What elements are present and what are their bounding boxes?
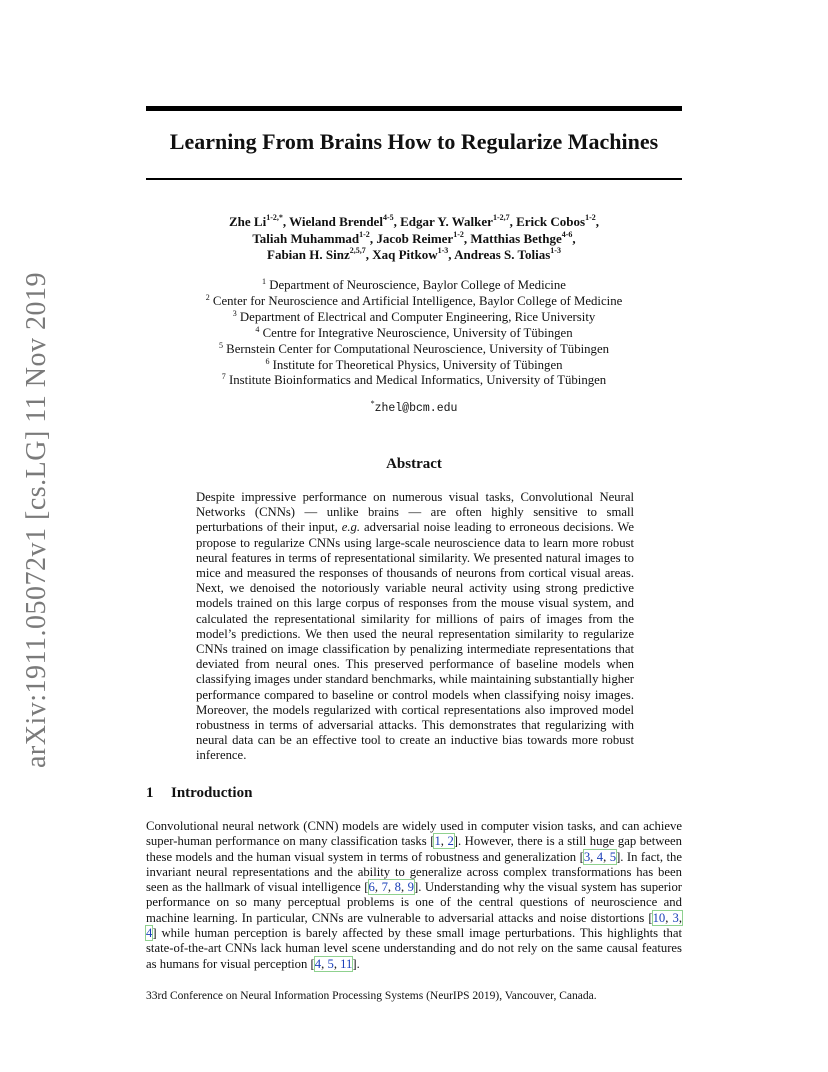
citation-link[interactable]: 5 — [609, 849, 617, 864]
author-affiliation-marker: 1-3 — [550, 246, 561, 255]
citation-link[interactable]: 10 — [652, 910, 666, 925]
author-affiliation-marker: 1-3 — [437, 246, 449, 255]
intro-text: ] while human perception is barely affected by these small image perturbations. This highlights that state-of-the-art CNNs lack human level scene understanding and do not rely on the same causal features as humans for visual perception [ — [146, 926, 682, 971]
citation-link[interactable]: 2 — [447, 834, 454, 849]
citation-link[interactable]: 6 — [368, 880, 375, 895]
abstract-text — [196, 490, 634, 764]
intro-text: ]. However, there is a still huge gap between these models and the human visual system in terms of robustness and generalization [ — [146, 834, 683, 864]
title-bottom-rule — [146, 178, 682, 180]
affiliation-line — [146, 373, 682, 389]
affiliation-number: 4 — [255, 324, 260, 334]
citation-link[interactable]: 7 — [381, 880, 388, 895]
author-name: Andreas S. Tolias — [454, 247, 551, 262]
introduction-paragraph — [146, 819, 682, 972]
citation-group — [315, 957, 353, 971]
citation-link[interactable]: 3 — [583, 849, 591, 864]
citation-link[interactable]: 9 — [407, 880, 414, 895]
affiliation-number: 2 — [205, 292, 210, 302]
abstract-text-part: adversarial noise leading to erroneous decisions. We propose to regularize CNNs using large-scale neuroscience data to learn more robust neural features in terms of representational similarity. We presented natural images to mice and measured the responses of thousands of neurons from cortical visual areas. Next, we denoised the notoriously variable neural activity using strong predictive models trained on this large corpus of responses from the mouse visual system, and calculated the representational similarity for millions of pairs of images from the model’s predictions. We then used the neural representation similarity to regularize CNNs trained on image classification by penalizing intermediate representations that deviated from neural ones. This preserved performance of baseline models when classifying images under standard benchmarks, while maintaining substantially higher performance compared to baseline or control models when classifying noisy images. Moreover, the models regularized with cortical representations also improved model robustness in terms of adversarial attacks. This demonstrates that regularizing with neural data can be an effective tool to create an inductive bias towards more robust inference. — [196, 520, 634, 763]
affiliation-number: 1 — [262, 277, 267, 286]
affiliation-line — [146, 310, 682, 326]
abstract-text-part: Despite impressive performance on numerous visual tasks, Convolutional Neural Networks (CNNs) — unlike brains — are often highly sensitive to small perturbations of their input, — [196, 490, 634, 535]
contact-email — [146, 399, 682, 415]
citation-separator: , — [440, 834, 448, 849]
author-name: Jacob Reimer — [376, 230, 454, 246]
affiliation-text: Center for Neuroscience and Artificial Intelligence, Baylor College of Medicine — [212, 293, 623, 308]
affiliation-text: Institute for Theoretical Physics, University of Tübingen — [272, 357, 563, 372]
citation-separator: , — [665, 910, 673, 925]
intro-text: Convolutional neural network (CNN) models are widely used in computer vision tasks, and can achieve super-human performance on many classification tasks [ — [146, 819, 682, 849]
email-address[interactable]: zhel@bcm.edu — [374, 402, 458, 415]
paper-title: Learning From Brains How to Regularize Machines — [169, 129, 659, 154]
author-affiliation-marker: 2,5,7 — [349, 246, 366, 255]
arxiv-identifier-stamp: arXiv:1911.05072v1 [cs.LG] 11 Nov 2019 — [21, 272, 52, 768]
abstract-eg: e.g. — [341, 520, 361, 535]
citation-link[interactable]: 4 — [596, 849, 604, 864]
citation-separator: , — [374, 880, 382, 895]
author-name: Xaq Pitkow — [372, 247, 438, 262]
title-top-rule — [146, 106, 682, 111]
affiliation-number: 6 — [265, 356, 270, 366]
author-name: Matthias Bethge — [470, 230, 562, 246]
author-name: Erick Cobos — [516, 214, 586, 229]
citation-separator: , — [321, 956, 328, 971]
citation-link[interactable]: 8 — [394, 880, 401, 895]
corresponding-author-marker: * — [370, 399, 375, 408]
citation-separator: , — [603, 849, 610, 864]
citation-group — [584, 850, 616, 864]
author-name: Edgar Y. Walker — [400, 214, 493, 229]
citation-link[interactable]: 1 — [434, 834, 441, 849]
affiliation-line — [146, 358, 682, 374]
citation-separator: , — [387, 880, 395, 895]
affiliation-text: Department of Neuroscience, Baylor College of Medicine — [269, 278, 566, 292]
abstract-heading: Abstract — [386, 456, 442, 472]
author-name: Taliah Muhammad — [252, 230, 360, 246]
intro-text: ]. — [352, 956, 360, 971]
affiliation-text: Centre for Integrative Neuroscience, University of Tübingen — [262, 325, 573, 340]
author-affiliation-marker: 1-2 — [359, 229, 370, 239]
affiliation-line — [146, 326, 682, 342]
section-number: 1 — [146, 785, 154, 801]
citation-group — [369, 880, 414, 894]
author-affiliation-marker: 1-2,* — [266, 213, 283, 222]
citation-link[interactable]: 5 — [327, 956, 334, 971]
affiliation-number: 3 — [232, 308, 237, 318]
section-title: Introduction — [171, 785, 253, 801]
intro-text: ]. Understanding why the visual system has superior performance on so many perceptual problems is one of the central questions of neuroscience and machine learning. In particular, CNNs are vulnerable to adversarial attacks and noise distortions [ — [146, 880, 683, 925]
intro-text: ]. In fact, the invariant neural representations and the ability to generalize across complex transformations has been seen as the hallmark of visual intelligence [ — [146, 849, 683, 895]
citation-link[interactable]: 4 — [146, 926, 153, 941]
citation-group — [434, 834, 453, 848]
affiliation-list — [146, 278, 682, 389]
author-affiliation-marker: 4-5 — [382, 213, 394, 222]
citation-link[interactable]: 4 — [314, 956, 322, 971]
author-affiliation-marker: 1-2 — [585, 213, 596, 222]
citation-separator: , — [400, 880, 408, 895]
citation-separator: , — [333, 956, 341, 971]
affiliation-line — [146, 342, 682, 358]
author-affiliation-marker: 1-2,7 — [492, 213, 510, 222]
section-heading-introduction — [146, 785, 252, 802]
affiliation-text: Institute Bioinformatics and Medical Informatics, University of Tübingen — [229, 373, 607, 388]
author-name: Fabian H. Sinz — [267, 247, 350, 262]
citation-separator: , — [590, 849, 597, 864]
citation-separator: , — [678, 910, 682, 925]
author-name: Zhe Li — [228, 214, 267, 229]
citation-link[interactable]: 3 — [672, 910, 679, 925]
affiliation-text: Department of Electrical and Computer Engineering, Rice University — [239, 309, 596, 324]
author-name: Wieland Brendel — [289, 214, 383, 229]
citation-link[interactable]: 11 — [340, 956, 353, 971]
affiliation-line — [146, 278, 682, 294]
affiliation-number: 7 — [221, 372, 226, 382]
author-list: Zhe $Li^{1-2,*}$, Wieland Brendel$^{4-5}$, Edgar Y. Walker$^{1-2,7}$, Erick Cobos$^{1-2}$, Taliah Muhammad$^{1-2}$, Jacob Reimer$^{1-2}$, Matthias Bethge$^{4-6}$, Fabian H. Sinz$^{2,5,7}$, Xaq Pitkow$^{1-3}$, Andreas S. Tolias$^{1-3}$ — [228, 213, 600, 262]
affiliation-number: 5 — [218, 340, 223, 350]
author-affiliation-marker: 1-2 — [453, 229, 464, 239]
affiliation-line — [146, 294, 682, 310]
author-affiliation-marker: 4-6 — [561, 229, 573, 239]
conference-footnote: 33rd Conference on Neural Information Processing Systems (NeurIPS 2019), Vancouver, Canada. — [146, 990, 597, 1002]
affiliation-text: Bernstein Center for Computational Neuroscience, University of Tübingen — [226, 341, 610, 356]
